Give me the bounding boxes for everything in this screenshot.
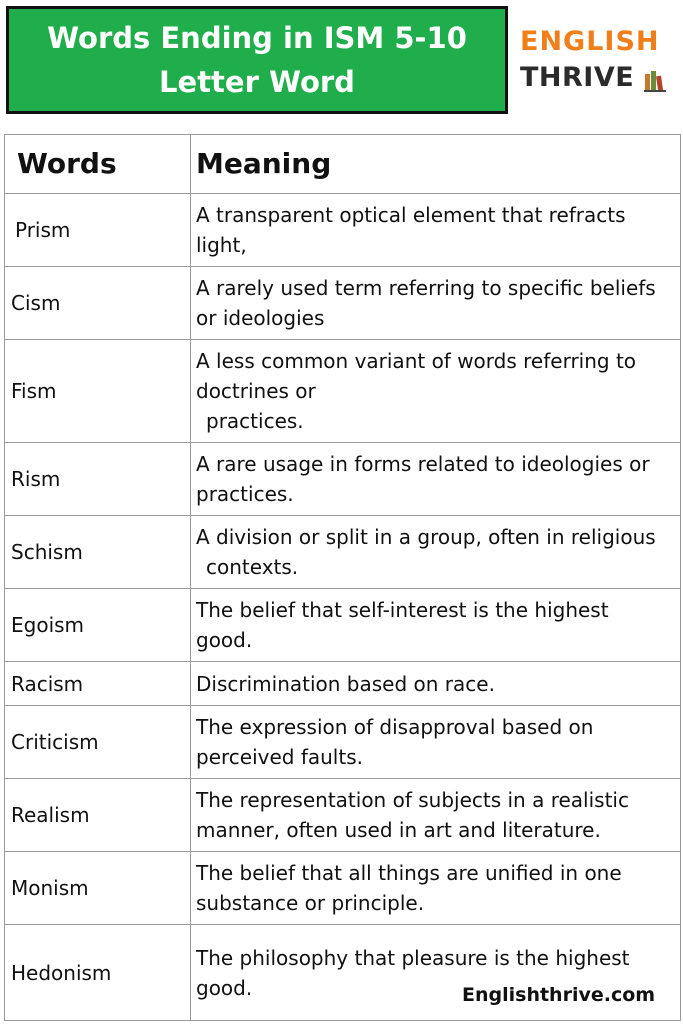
words-column-header: Words — [5, 135, 191, 194]
meaning-line: A transparent optical element that refracts — [196, 203, 626, 227]
table-row — [5, 194, 681, 267]
meaning-line: manner, often used in art and literature. — [196, 818, 601, 842]
words-table — [4, 134, 681, 1021]
table-row — [5, 516, 681, 589]
meaning-line: contexts. — [206, 555, 299, 579]
meaning-cell — [191, 662, 681, 706]
word-cell: Criticism — [5, 706, 191, 779]
logo-line-2: THRIVE — [520, 62, 635, 93]
meaning-line: Discrimination based on race. — [196, 671, 495, 696]
title-line-1: Words Ending in ISM 5-10 — [47, 21, 467, 55]
meaning-line: The philosophy that pleasure is the highest — [196, 945, 630, 970]
word-cell: Racism — [5, 662, 191, 706]
meaning-line: good. — [196, 975, 253, 1000]
meaning-line: A less common variant of words referring to — [196, 349, 637, 373]
meaning-cell — [191, 589, 681, 662]
meaning-line: A rarely used term referring to specific beliefs — [196, 276, 656, 300]
meaning-line: substance or principle. — [196, 891, 425, 915]
word-cell: Monism — [5, 852, 191, 925]
table-row — [5, 340, 681, 443]
table-row — [5, 267, 681, 340]
meaning-line: good. — [196, 628, 253, 652]
title-banner — [6, 6, 508, 114]
english-thrive-logo — [520, 22, 680, 102]
table-header-row — [5, 135, 681, 194]
word-cell: Cism — [5, 267, 191, 340]
meaning-cell — [191, 340, 681, 443]
meaning-line: perceived faults. — [196, 745, 363, 769]
word-cell: Fism — [5, 340, 191, 443]
word-cell: Schism — [5, 516, 191, 589]
meaning-cell — [191, 706, 681, 779]
meaning-line: The representation of subjects in a realistic — [196, 788, 629, 812]
word-cell: Realism — [5, 779, 191, 852]
table-row — [5, 706, 681, 779]
table-row — [5, 925, 681, 1021]
meaning-line: A division or split in a group, often in religious — [196, 525, 656, 549]
table-row — [5, 662, 681, 706]
meaning-cell — [191, 443, 681, 516]
logo-line-1: ENGLISH — [520, 26, 660, 57]
table-row — [5, 589, 681, 662]
meaning-line: or ideologies — [196, 306, 325, 330]
meaning-cell — [191, 194, 681, 267]
meaning-line: The belief that all things are unified in one — [196, 861, 622, 885]
meaning-cell — [191, 779, 681, 852]
meaning-cell — [191, 925, 681, 1021]
word-cell: Rism — [5, 443, 191, 516]
word-cell: Prism — [5, 194, 191, 267]
footer-site-url: Englishthrive.com — [462, 984, 656, 1006]
books-icon — [644, 68, 666, 92]
meaning-line: practices. — [196, 482, 294, 506]
meaning-line: The belief that self-interest is the highest — [196, 598, 609, 622]
meaning-line: A rare usage in forms related to ideologies or — [196, 452, 650, 476]
meaning-cell — [191, 267, 681, 340]
meaning-column-header: Meaning — [191, 135, 681, 194]
table-row — [5, 779, 681, 852]
meaning-cell — [191, 852, 681, 925]
word-cell: Egoism — [5, 589, 191, 662]
meaning-line: doctrines or — [196, 379, 316, 403]
meaning-cell — [191, 516, 681, 589]
title-line-2: Letter Word — [159, 65, 355, 99]
meaning-line: The expression of disapproval based on — [196, 715, 594, 739]
meaning-line: light, — [196, 233, 247, 257]
meaning-line: practices. — [206, 409, 304, 433]
table-row — [5, 852, 681, 925]
word-cell: Hedonism — [5, 925, 191, 1021]
table-row — [5, 443, 681, 516]
